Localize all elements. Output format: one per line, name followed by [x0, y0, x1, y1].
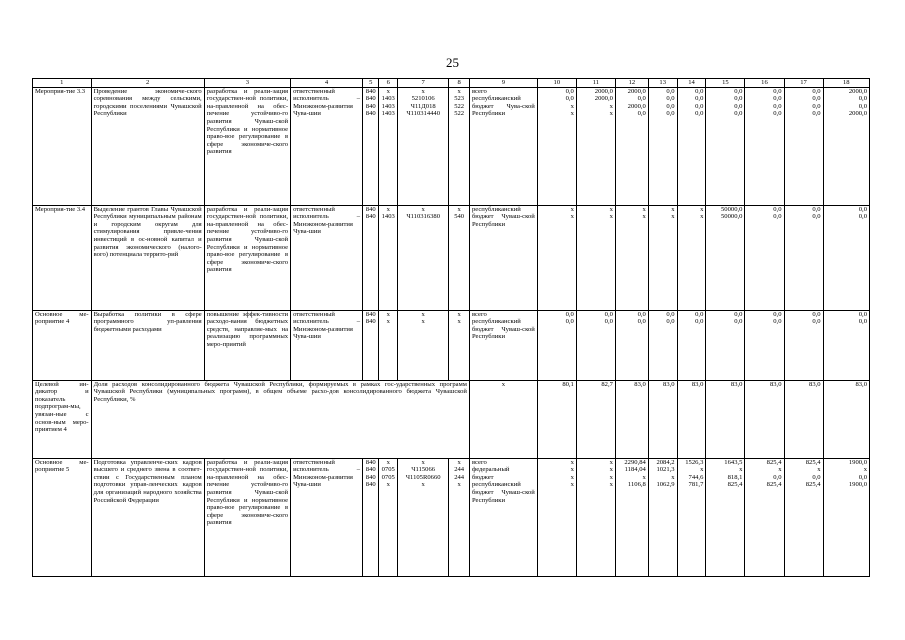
- cell-value: 1403: [381, 110, 395, 118]
- cell-value: х: [700, 466, 704, 474]
- cell-value: 0,0: [812, 310, 821, 318]
- table-row: [33, 458, 870, 576]
- column-number-row: [33, 79, 870, 88]
- year-amount: [706, 87, 745, 205]
- cell-value: х: [671, 213, 675, 221]
- cell-value: 1106,8: [627, 481, 646, 489]
- event-name: Основное ме-роприятие 4: [33, 310, 92, 380]
- year-amount: [677, 205, 706, 310]
- cell-value: 5210106: [411, 95, 435, 103]
- cell-value: 0,0: [734, 95, 743, 103]
- cell-value: 2000,0: [627, 102, 646, 110]
- year-amount: [823, 205, 869, 310]
- cell-value: 0,0: [773, 213, 782, 221]
- event-description: Проведение экономиче-ского соревнования между сельскими, городскими поселениями Чувашской Республики: [91, 87, 204, 205]
- cell-value: 2000,0: [848, 110, 867, 118]
- cell-value: 818,1: [727, 473, 743, 481]
- cell-value: 0,0: [666, 102, 675, 110]
- year-amount: [648, 310, 677, 380]
- year-amount: [677, 87, 706, 205]
- cell-value: 0,0: [565, 87, 574, 95]
- cell-value: х: [700, 205, 704, 213]
- column-number: 5: [363, 79, 379, 88]
- year-amount: [648, 458, 677, 576]
- cell-value: х: [421, 310, 425, 318]
- cell-value: х: [570, 458, 574, 466]
- cell-value: х: [609, 481, 613, 489]
- code-expense: [449, 310, 470, 380]
- cell-value: х: [778, 466, 782, 474]
- year-amount: [706, 310, 745, 380]
- cell-value: 0,0: [812, 102, 821, 110]
- cell-value: 0,0: [858, 318, 867, 326]
- cell-value: 0,0: [666, 110, 675, 118]
- cell-value: х: [671, 473, 675, 481]
- cell-value: 840: [365, 205, 376, 213]
- indicator-value: 83,0: [823, 380, 869, 458]
- cell-value: 0,0: [812, 473, 821, 481]
- cell-value: х: [386, 481, 390, 489]
- cell-value: х: [421, 318, 425, 326]
- column-number: 8: [449, 79, 470, 88]
- year-amount: [706, 458, 745, 576]
- cell-value: 0,0: [637, 318, 646, 326]
- cell-value: 0,0: [773, 95, 782, 103]
- cell-value: х: [863, 466, 867, 474]
- cell-value: 1403: [381, 102, 395, 110]
- responsible-executor: ответственный исполнитель – Минэконом-развития Чува-шии: [291, 310, 363, 380]
- cell-value: 1403: [381, 213, 395, 221]
- code-target: [397, 87, 448, 205]
- year-amount: [745, 205, 784, 310]
- cell-value: 0,0: [858, 205, 867, 213]
- cell-value: 840: [365, 458, 376, 466]
- cell-value: 0,0: [858, 213, 867, 221]
- year-amount: [615, 458, 648, 576]
- cell-value: 522: [454, 110, 465, 118]
- cell-value: х: [671, 205, 675, 213]
- cell-value: 0,0: [695, 102, 704, 110]
- year-amount: [745, 310, 784, 380]
- indicator-value: 83,0: [677, 380, 706, 458]
- cell-value: 0,0: [773, 318, 782, 326]
- year-amount: [537, 205, 576, 310]
- indicator-value: 83,0: [648, 380, 677, 458]
- cell-value: 1403: [381, 95, 395, 103]
- cell-value: 0,0: [695, 95, 704, 103]
- cell-value: 1900,0: [848, 458, 867, 466]
- cell-value: 2000,0: [594, 95, 613, 103]
- code-expense: [449, 87, 470, 205]
- cell-value: 0,0: [858, 473, 867, 481]
- cell-value: 840: [365, 87, 376, 95]
- indicator-unit: х: [469, 380, 537, 458]
- indicator-value: 83,0: [706, 380, 745, 458]
- cell-value: х: [609, 110, 613, 118]
- year-amount: [784, 205, 823, 310]
- column-number: 7: [397, 79, 448, 88]
- cell-value: 840: [365, 481, 376, 489]
- column-number: 1: [33, 79, 92, 88]
- column-number: 14: [677, 79, 706, 88]
- cell-value: 50000,0: [721, 213, 743, 221]
- cell-value: 0,0: [604, 310, 613, 318]
- cell-value: 0,0: [734, 102, 743, 110]
- cell-value: х: [642, 205, 646, 213]
- cell-value: бюджет: [471, 473, 494, 481]
- year-amount: [576, 310, 615, 380]
- funding-source: республиканский бюджет Чуваш-ской Республики: [469, 205, 537, 310]
- cell-value: Ч11Д018: [410, 102, 436, 110]
- year-amount: [823, 458, 869, 576]
- code-section: [379, 87, 398, 205]
- cell-value: 825,4: [727, 481, 743, 489]
- cell-value: 0,0: [666, 87, 675, 95]
- cell-value: 840: [365, 95, 376, 103]
- cell-value: 0705: [381, 473, 395, 481]
- cell-value: 0,0: [565, 310, 574, 318]
- budget-table: [32, 78, 870, 577]
- table-row: [33, 205, 870, 310]
- cell-value: 1643,5: [724, 458, 743, 466]
- cell-value: 840: [365, 466, 376, 474]
- cell-value: х: [609, 213, 613, 221]
- column-number: 16: [745, 79, 784, 88]
- funding-source: всего республиканский бюджет Чуваш-ской Республики: [469, 310, 537, 380]
- code-section: [379, 310, 398, 380]
- cell-value: х: [457, 310, 461, 318]
- cell-value: 825,4: [766, 481, 782, 489]
- cell-value: 0,0: [734, 87, 743, 95]
- year-amount: [823, 310, 869, 380]
- cell-value: 0,0: [773, 110, 782, 118]
- cell-value: х: [386, 318, 390, 326]
- cell-value: 0,0: [812, 205, 821, 213]
- indicator-value: 83,0: [615, 380, 648, 458]
- column-number: 15: [706, 79, 745, 88]
- cell-value: 2290,84: [624, 458, 646, 466]
- cell-value: 0,0: [858, 102, 867, 110]
- year-amount: [823, 87, 869, 205]
- cell-value: 840: [365, 213, 376, 221]
- cell-value: х: [642, 213, 646, 221]
- cell-value: 744,6: [688, 473, 704, 481]
- table-row: [33, 310, 870, 380]
- year-amount: [784, 310, 823, 380]
- cell-value: х: [570, 473, 574, 481]
- cell-value: 540: [454, 213, 465, 221]
- cell-value: х: [609, 205, 613, 213]
- indicator-description: Доля расходов консолидированного бюджета Чувашской Республики, формируемых в рамках гос-ударственных программ Чувашской Республики (муниципальных программ), в общем объеме расхо-дов консолидированного бюджета Чувашской Республики, %: [91, 380, 469, 458]
- year-amount: [615, 310, 648, 380]
- cell-value: х: [386, 205, 390, 213]
- indicator-value: 83,0: [745, 380, 784, 458]
- cell-value: 840: [365, 310, 376, 318]
- indicator-name: Целевой ин-дикатор и показатель подпрограм-мы, увязан-ные с основ-ным меро-приятием 4: [33, 380, 92, 458]
- code-section: [379, 458, 398, 576]
- cell-value: 840: [365, 110, 376, 118]
- cell-value: х: [570, 205, 574, 213]
- cell-value: 1526,3: [685, 458, 704, 466]
- cell-value: 0,0: [812, 318, 821, 326]
- cell-value: 0,0: [666, 95, 675, 103]
- event-description: Выработка политики в сфере программного уп-равления бюджетными расходами: [91, 310, 204, 380]
- cell-value: 0,0: [734, 318, 743, 326]
- cell-value: х: [739, 466, 743, 474]
- cell-value: 0,0: [773, 102, 782, 110]
- cell-value: 522: [454, 102, 465, 110]
- cell-value: 0,0: [734, 310, 743, 318]
- code-target: [397, 458, 448, 576]
- column-number: 10: [537, 79, 576, 88]
- cell-value: х: [421, 87, 425, 95]
- cell-value: 825,4: [805, 481, 821, 489]
- cell-value: 2000,0: [848, 87, 867, 95]
- cell-value: 523: [454, 95, 465, 103]
- year-amount: [706, 205, 745, 310]
- year-amount: [745, 87, 784, 205]
- year-amount: [576, 87, 615, 205]
- cell-value: х: [421, 481, 425, 489]
- cell-value: х: [609, 466, 613, 474]
- cell-value: х: [609, 102, 613, 110]
- cell-value: федеральный: [471, 466, 510, 474]
- cell-value: 244: [454, 473, 465, 481]
- cell-value: х: [386, 310, 390, 318]
- cell-value: 0,0: [773, 310, 782, 318]
- cell-value: 0,0: [666, 318, 675, 326]
- cell-value: 1021,3: [656, 466, 675, 474]
- responsible-executor: ответственный исполнитель – Минэконом-развития Чува-шии: [291, 458, 363, 576]
- cell-value: 0,0: [812, 213, 821, 221]
- column-number: 18: [823, 79, 869, 88]
- column-number: 17: [784, 79, 823, 88]
- cell-value: 840: [365, 318, 376, 326]
- year-amount: [648, 205, 677, 310]
- event-name: Мероприя-тие 3.3: [33, 87, 92, 205]
- cell-value: 1900,0: [848, 481, 867, 489]
- column-number: 3: [204, 79, 290, 88]
- cell-value: х: [817, 466, 821, 474]
- cell-value: х: [609, 458, 613, 466]
- year-amount: [677, 310, 706, 380]
- cell-value: 244: [454, 466, 465, 474]
- cell-value: 0,0: [565, 318, 574, 326]
- year-amount: [576, 458, 615, 576]
- cell-value: 825,4: [805, 458, 821, 466]
- column-number: 11: [576, 79, 615, 88]
- cell-value: х: [570, 213, 574, 221]
- indicator-value: 82,7: [576, 380, 615, 458]
- cell-value: х: [609, 473, 613, 481]
- cell-value: 0,0: [695, 110, 704, 118]
- cell-value: всего: [471, 458, 487, 466]
- funding-source: [469, 458, 537, 576]
- event-name: Мероприя-тие 3.4: [33, 205, 92, 310]
- cell-value: 0,0: [734, 110, 743, 118]
- year-amount: [784, 87, 823, 205]
- cell-value: х: [457, 205, 461, 213]
- cell-value: 840: [365, 102, 376, 110]
- cell-value: Ч1105R0660: [405, 473, 441, 481]
- column-number: 12: [615, 79, 648, 88]
- cell-value: 0,0: [565, 95, 574, 103]
- cell-value: 0,0: [637, 110, 646, 118]
- code-grbs: [363, 458, 379, 576]
- responsible-executor: ответственный исполнитель – Минэконом-развития Чува-шии: [291, 205, 363, 310]
- event-goal: разработка и реали-зация государствен-ной политики, на-правленной на обес-печение устойчиво-го развития Чуваш-ской Республики и нормативное право-вое регулирование в сфере экономиче-ского развития: [204, 205, 290, 310]
- cell-value: 825,4: [766, 458, 782, 466]
- cell-value: 50000,0: [721, 205, 743, 213]
- cell-value: Ч110316380: [406, 213, 441, 221]
- cell-value: 840: [365, 473, 376, 481]
- cell-value: х: [457, 87, 461, 95]
- code-section: [379, 205, 398, 310]
- cell-value: Ч110314440: [406, 110, 441, 118]
- cell-value: 0,0: [812, 87, 821, 95]
- cell-value: х: [570, 466, 574, 474]
- year-amount: [745, 458, 784, 576]
- code-target: [397, 310, 448, 380]
- column-number: 13: [648, 79, 677, 88]
- cell-value: х: [570, 110, 574, 118]
- cell-value: х: [421, 205, 425, 213]
- cell-value: х: [457, 318, 461, 326]
- cell-value: 0,0: [604, 318, 613, 326]
- cell-value: 1184,04: [624, 466, 646, 474]
- cell-value: х: [570, 102, 574, 110]
- event-goal: повышение эффек-тивности расходо-вания бюджетных средств, направляе-мых на реализацию программных меро-приятий: [204, 310, 290, 380]
- cell-value: 0,0: [695, 87, 704, 95]
- cell-value: республиканский бюджет Чуваш-ской Республики: [471, 481, 535, 504]
- cell-value: 0,0: [812, 110, 821, 118]
- cell-value: 2000,0: [594, 87, 613, 95]
- event-name: Основное ме-роприятие 5: [33, 458, 92, 576]
- code-grbs: [363, 310, 379, 380]
- year-amount: [537, 310, 576, 380]
- cell-value: х: [570, 481, 574, 489]
- code-expense: [449, 458, 470, 576]
- year-amount: [648, 87, 677, 205]
- cell-value: х: [421, 458, 425, 466]
- column-number: 9: [469, 79, 537, 88]
- cell-value: 2000,0: [627, 87, 646, 95]
- column-number: 4: [291, 79, 363, 88]
- cell-value: 0,0: [812, 95, 821, 103]
- event-goal: разработка и реали-зация государствен-ной политики, на-правленной на обес-печение устойчиво-го развития Чуваш-ской Республики и нормативное право-вое регулирование в сфере экономиче-ского развития: [204, 458, 290, 576]
- code-expense: [449, 205, 470, 310]
- indicator-row: [33, 380, 870, 458]
- responsible-executor: ответственный исполнитель – Минэконом-развития Чува-шии: [291, 87, 363, 205]
- cell-value: 0705: [381, 466, 395, 474]
- cell-value: х: [700, 213, 704, 221]
- cell-value: 0,0: [695, 318, 704, 326]
- cell-value: Ч115066: [411, 466, 436, 474]
- cell-value: 0,0: [637, 95, 646, 103]
- code-grbs: [363, 87, 379, 205]
- cell-value: 0,0: [695, 310, 704, 318]
- cell-value: х: [642, 473, 646, 481]
- cell-value: 0,0: [773, 205, 782, 213]
- cell-value: 2084,2: [656, 458, 675, 466]
- indicator-value: 83,0: [784, 380, 823, 458]
- cell-value: х: [386, 458, 390, 466]
- cell-value: 0,0: [773, 87, 782, 95]
- year-amount: [615, 205, 648, 310]
- year-amount: [615, 87, 648, 205]
- cell-value: х: [386, 87, 390, 95]
- cell-value: 0,0: [858, 310, 867, 318]
- column-number: 6: [379, 79, 398, 88]
- event-description: Выделение грантов Главы Чувашской Республики муниципальным районам и городским округам для стимулирования привле-чения инвестиций в ос-новной капитал и развития экономического (налого-вого) потенциала террито-рий: [91, 205, 204, 310]
- table-row: [33, 87, 870, 205]
- cell-value: 0,0: [666, 310, 675, 318]
- cell-value: 0,0: [637, 310, 646, 318]
- year-amount: [537, 87, 576, 205]
- cell-value: 781,7: [688, 481, 704, 489]
- code-grbs: [363, 205, 379, 310]
- year-amount: [784, 458, 823, 576]
- code-target: [397, 205, 448, 310]
- indicator-value: 80,1: [537, 380, 576, 458]
- year-amount: [576, 205, 615, 310]
- cell-value: 0,0: [858, 95, 867, 103]
- event-goal: разработка и реали-зация государствен-ной политики, на-правленной на обес-печение устойчиво-го развития Чуваш-ской Республики и нормативное право-вое регулирование в сфере экономиче-ского развития: [204, 87, 290, 205]
- year-amount: [677, 458, 706, 576]
- event-description: Подготовка управленче-ских кадров высшего и среднего звена в соответ-ствии с Государственным планом подготовки управ-ленческих кадров для организаций народного хозяйства Российской Федерации: [91, 458, 204, 576]
- page-number: 25: [446, 55, 459, 70]
- year-amount: [537, 458, 576, 576]
- cell-value: 0,0: [773, 473, 782, 481]
- cell-value: х: [457, 458, 461, 466]
- cell-value: 1062,9: [656, 481, 675, 489]
- funding-source: всего республиканский бюджет Чува-ской Республики: [469, 87, 537, 205]
- column-number: 2: [91, 79, 204, 88]
- cell-value: х: [457, 481, 461, 489]
